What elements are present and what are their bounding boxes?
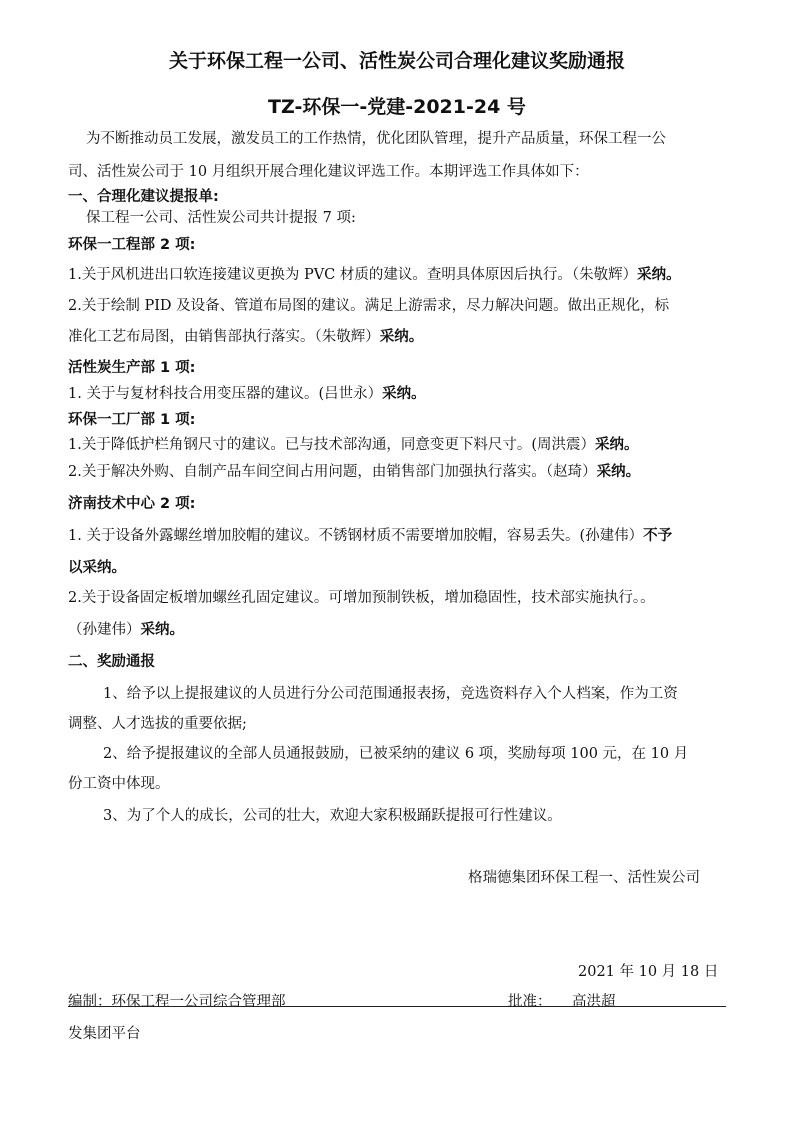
- dept-4-item-2-text: （孙建伟）: [68, 622, 141, 638]
- dept-2-heading: 活性炭生产部 1 项:: [68, 360, 196, 376]
- intro-line-2: 司、活性炭公司于 10 月组织开展合理化建议评选工作。本期评选工作具体如下：: [68, 164, 589, 180]
- reward-p1-line-2: 调整、人才选拔的重要依据;: [68, 716, 247, 732]
- footer-approve-label: 批准：: [508, 994, 552, 1010]
- dept-3-item-2: [68, 460, 640, 481]
- dept-4-item-1-line-1: [68, 524, 672, 545]
- dept-1-item-2-line-2: [68, 325, 423, 346]
- dept-4-item-2-line-1: 2.关于设备固定板增加螺丝孔固定建议。可增加预制铁板，增加稳固性，技术部实施执行。。: [68, 590, 655, 606]
- reward-p2-line-1: 2、给予提报建议的全部人员通报鼓励，已被采纳的建议 6 项，奖励每项 100 元，在 10 月: [103, 746, 689, 762]
- reward-p2-line-2: 份工资中体现。: [68, 776, 170, 792]
- dept-4-item-1-text: 1. 关于设备外露螺丝增加胶帽的建议。不锈钢材质不需要增加胶帽，容易丢失。(孙建伟）: [68, 528, 644, 544]
- footer-editor: 编制：环保工程一公司综合管理部: [68, 994, 286, 1010]
- document-number: TZ-环保一-党建-2021-24 号: [268, 96, 526, 118]
- dept-3-item-1-text: 1.关于降低护栏角钢尺寸的建议。已与技术部沟通，同意变更下料尺寸。(周洪震）: [68, 437, 595, 453]
- dept-1-item-2-line-1: 2.关于绘制 PID 及设备、管道布局图的建议。满足上游需求，尽力解决问题。做出正规化，标: [68, 298, 670, 314]
- dept-1-item-2-text: 准化工艺布局图，由销售部执行落实。（朱敬辉）: [68, 329, 380, 345]
- footer-approver: 高洪超: [572, 994, 616, 1010]
- footer-distribution: 发集团平台: [68, 1026, 141, 1042]
- dept-1-item-1: [68, 263, 681, 284]
- section-1-summary: 保工程一公司、活性炭公司共计提报 7 项:: [86, 210, 356, 226]
- dept-1-item-2-result: 采纳。: [379, 329, 424, 345]
- dept-1-item-1-text: 1.关于风机进出口软连接建议更换为 PVC 材质的建议。查明具体原因后执行。（朱敬辉）: [68, 267, 638, 283]
- dept-4-item-2-line-2: [68, 618, 184, 639]
- dept-4-heading: 济南技术中心 2 项:: [68, 496, 196, 512]
- dept-1-item-1-result: 采纳。: [637, 267, 681, 283]
- dept-3-item-2-result: 采纳。: [596, 464, 641, 480]
- dept-2-item-1-result: 采纳。: [382, 386, 426, 402]
- document-title: 关于环保工程一公司、活性炭公司合理化建议奖励通报: [168, 50, 625, 72]
- dept-4-item-1-result-a: 不予: [643, 528, 673, 544]
- intro-line-1: 为不断推动员工发展，激发员工的工作热情，优化团队管理，提升产品质量，环保工程一公: [86, 131, 666, 147]
- dept-3-item-1-result: 采纳。: [595, 437, 639, 453]
- footer-divider: [68, 1006, 726, 1007]
- signature-date: 2021 年 10 月 18 日: [578, 964, 719, 980]
- section-1-heading: 一、合理化建议提报单:: [68, 189, 219, 205]
- dept-3-heading: 环保一工厂部 1 项:: [68, 412, 196, 428]
- section-2-heading: 二、奖励通报: [68, 654, 155, 670]
- dept-2-item-1: [68, 382, 426, 403]
- dept-2-item-1-text: 1. 关于与复材科技合用变压器的建议。(吕世永）: [68, 386, 383, 402]
- dept-3-item-1: [68, 433, 639, 454]
- dept-3-item-2-text: 2.关于解决外购、自制产品车间空间占用问题，由销售部门加强执行落实。（赵琦）: [68, 464, 597, 480]
- dept-1-heading: 环保一工程部 2 项:: [68, 237, 196, 253]
- reward-p1-line-1: 1、给予以上提报建议的人员进行分公司范围通报表扬，竞选资料存入个人档案，作为工资: [103, 686, 678, 702]
- reward-p3: 3、为了个人的成长，公司的壮大，欢迎大家积极踊跃提报可行性建议。: [103, 808, 562, 824]
- dept-4-item-1-result-b: 以采纳。: [68, 560, 126, 576]
- signature-org: 格瑞德集团环保工程一、活性炭公司: [468, 870, 700, 886]
- dept-4-item-2-result: 采纳。: [140, 622, 184, 638]
